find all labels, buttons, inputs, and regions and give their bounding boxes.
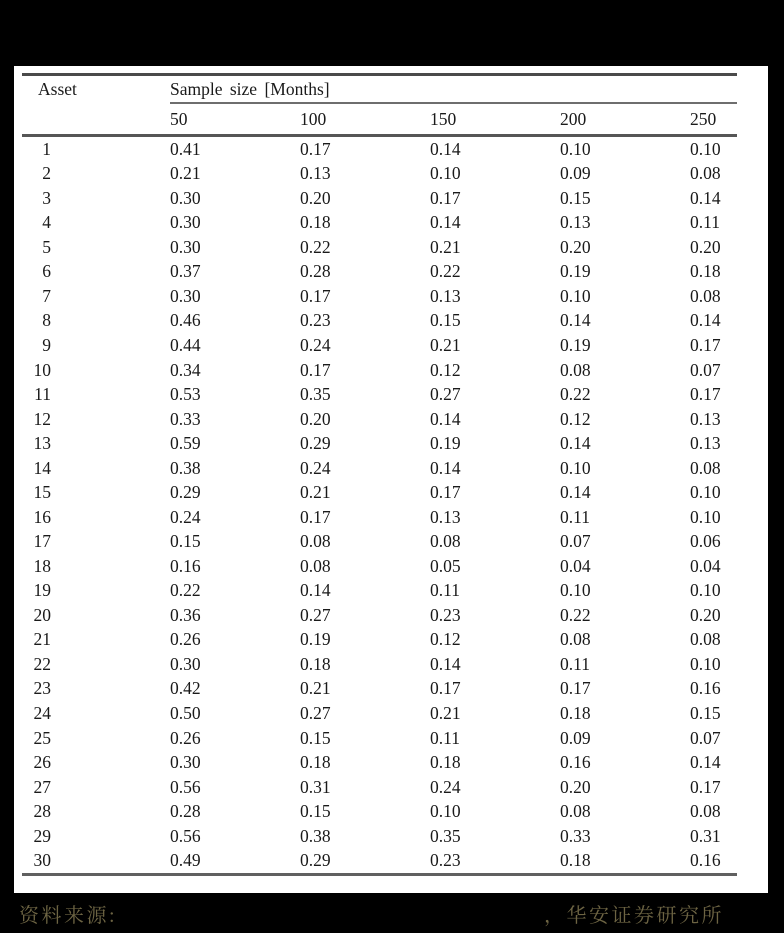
value-cell: 0.10 (560, 457, 591, 478)
value-cell: 0.21 (430, 702, 461, 723)
value-cell: 0.11 (560, 653, 590, 674)
asset-cell: 29 (33, 825, 51, 846)
table-row (22, 652, 737, 677)
value-cell: 0.18 (300, 653, 331, 674)
asset-cell: 12 (33, 408, 51, 429)
value-cell: 0.08 (690, 629, 721, 650)
value-cell: 0.22 (560, 604, 591, 625)
value-cell: 0.08 (560, 629, 591, 650)
col-header-50: 50 (170, 108, 188, 129)
value-cell: 0.07 (690, 359, 721, 380)
asset-cell: 27 (33, 776, 51, 797)
value-cell: 0.18 (300, 212, 331, 233)
value-cell: 0.28 (300, 261, 331, 282)
asset-cell: 20 (33, 604, 51, 625)
table-row (22, 358, 737, 383)
value-cell: 0.31 (300, 776, 331, 797)
value-cell: 0.26 (170, 629, 201, 650)
value-cell: 0.15 (430, 310, 461, 331)
value-cell: 0.30 (170, 653, 201, 674)
value-cell: 0.05 (430, 555, 461, 576)
value-cell: 0.10 (560, 285, 591, 306)
table-row (22, 162, 737, 187)
value-cell: 0.17 (690, 776, 721, 797)
value-cell: 0.10 (690, 653, 721, 674)
value-cell: 0.18 (560, 702, 591, 723)
table-bottom-rule (22, 873, 737, 876)
value-cell: 0.26 (170, 727, 201, 748)
value-cell: 0.22 (170, 580, 201, 601)
value-cell: 0.22 (560, 384, 591, 405)
table-row (22, 554, 737, 579)
value-cell: 0.15 (690, 702, 721, 723)
value-cell: 0.07 (690, 727, 721, 748)
table-row (22, 284, 737, 309)
asset-cell: 23 (33, 678, 51, 699)
asset-cell: 7 (42, 285, 51, 306)
value-cell: 0.41 (170, 138, 201, 159)
value-cell: 0.20 (690, 236, 721, 257)
value-cell: 0.14 (690, 187, 721, 208)
value-cell: 0.13 (560, 212, 591, 233)
value-cell: 0.13 (690, 408, 721, 429)
value-cell: 0.13 (430, 285, 461, 306)
value-cell: 0.20 (690, 604, 721, 625)
value-cell: 0.10 (690, 482, 721, 503)
table-row (22, 603, 737, 628)
source-institution: ，华安证券研究所 (544, 904, 724, 927)
value-cell: 0.14 (690, 752, 721, 773)
asset-cell: 14 (33, 457, 51, 478)
value-cell: 0.49 (170, 850, 201, 871)
col-header-250: 250 (690, 108, 717, 129)
value-cell: 0.04 (560, 555, 591, 576)
value-cell: 0.24 (300, 457, 331, 478)
table-row (22, 579, 737, 604)
value-cell: 0.14 (430, 653, 461, 674)
table-row (22, 186, 737, 211)
value-cell: 0.10 (690, 138, 721, 159)
table-row (22, 677, 737, 702)
value-cell: 0.18 (690, 261, 721, 282)
value-cell: 0.16 (690, 678, 721, 699)
value-cell: 0.30 (170, 236, 201, 257)
value-cell: 0.44 (170, 335, 201, 356)
value-cell: 0.33 (170, 408, 201, 429)
value-cell: 0.29 (300, 433, 331, 454)
value-cell: 0.24 (430, 776, 461, 797)
value-cell: 0.18 (300, 752, 331, 773)
value-cell: 0.15 (560, 187, 591, 208)
value-cell: 0.23 (430, 604, 461, 625)
table-row (22, 333, 737, 358)
col-header-150: 150 (430, 108, 457, 129)
value-cell: 0.11 (690, 212, 720, 233)
value-cell: 0.34 (170, 359, 201, 380)
value-cell: 0.30 (170, 212, 201, 233)
value-cell: 0.17 (300, 506, 331, 527)
table-row (22, 701, 737, 726)
table-row (22, 530, 737, 555)
asset-cell: 2 (42, 163, 51, 184)
value-cell: 0.24 (170, 506, 201, 527)
asset-cell: 26 (33, 752, 51, 773)
value-cell: 0.30 (170, 187, 201, 208)
value-cell: 0.38 (300, 825, 331, 846)
table-row (22, 799, 737, 824)
value-cell: 0.22 (300, 236, 331, 257)
value-cell: 0.10 (690, 506, 721, 527)
value-cell: 0.15 (170, 531, 201, 552)
asset-cell: 1 (42, 138, 51, 159)
value-cell: 0.59 (170, 433, 201, 454)
asset-cell: 24 (33, 702, 51, 723)
value-cell: 0.06 (690, 531, 721, 552)
value-cell: 0.17 (690, 335, 721, 356)
value-cell: 0.04 (690, 555, 721, 576)
value-cell: 0.07 (560, 531, 591, 552)
value-cell: 0.14 (430, 138, 461, 159)
value-cell: 0.36 (170, 604, 201, 625)
table-row (22, 407, 737, 432)
value-cell: 0.08 (300, 531, 331, 552)
value-cell: 0.37 (170, 261, 201, 282)
asset-cell: 17 (33, 531, 51, 552)
value-cell: 0.13 (430, 506, 461, 527)
value-cell: 0.46 (170, 310, 201, 331)
value-cell: 0.10 (560, 138, 591, 159)
value-cell: 0.15 (300, 801, 331, 822)
value-cell: 0.10 (430, 801, 461, 822)
value-cell: 0.30 (170, 285, 201, 306)
source-label: 资料来源: (19, 904, 118, 927)
value-cell: 0.14 (430, 408, 461, 429)
value-cell: 0.53 (170, 384, 201, 405)
table-row (22, 235, 737, 260)
value-cell: 0.17 (430, 678, 461, 699)
value-cell: 0.12 (560, 408, 591, 429)
value-cell: 0.14 (560, 310, 591, 331)
value-cell: 0.20 (300, 187, 331, 208)
value-cell: 0.10 (560, 580, 591, 601)
value-cell: 0.17 (300, 285, 331, 306)
value-cell: 0.09 (560, 727, 591, 748)
value-cell: 0.20 (560, 236, 591, 257)
value-cell: 0.14 (690, 310, 721, 331)
value-cell: 0.15 (300, 727, 331, 748)
value-cell: 0.31 (690, 825, 721, 846)
table-body (22, 137, 737, 873)
value-cell: 0.08 (560, 359, 591, 380)
asset-cell: 25 (33, 727, 51, 748)
value-cell: 0.14 (300, 580, 331, 601)
value-cell: 0.08 (690, 285, 721, 306)
value-cell: 0.21 (300, 482, 331, 503)
value-cell: 0.11 (430, 580, 460, 601)
table-row (22, 824, 737, 849)
asset-cell: 15 (33, 482, 51, 503)
asset-cell: 6 (42, 261, 51, 282)
table-row (22, 775, 737, 800)
table-row (22, 456, 737, 481)
value-cell: 0.17 (300, 138, 331, 159)
value-cell: 0.16 (690, 850, 721, 871)
value-cell: 0.08 (300, 555, 331, 576)
value-cell: 0.21 (170, 163, 201, 184)
value-cell: 0.12 (430, 359, 461, 380)
asset-cell: 8 (42, 310, 51, 331)
value-cell: 0.20 (560, 776, 591, 797)
value-cell: 0.18 (560, 850, 591, 871)
value-cell: 0.17 (690, 384, 721, 405)
value-cell: 0.20 (300, 408, 331, 429)
value-cell: 0.19 (300, 629, 331, 650)
asset-cell: 5 (42, 236, 51, 257)
value-cell: 0.56 (170, 825, 201, 846)
value-cell: 0.11 (430, 727, 460, 748)
value-cell: 0.23 (300, 310, 331, 331)
value-cell: 0.13 (690, 433, 721, 454)
asset-cell: 28 (33, 801, 51, 822)
asset-cell: 9 (42, 335, 51, 356)
value-cell: 0.50 (170, 702, 201, 723)
value-cell: 0.14 (430, 212, 461, 233)
value-cell: 0.19 (430, 433, 461, 454)
value-cell: 0.30 (170, 752, 201, 773)
value-cell: 0.08 (690, 457, 721, 478)
table-row (22, 309, 737, 334)
value-cell: 0.10 (690, 580, 721, 601)
value-cell: 0.16 (560, 752, 591, 773)
table-row (22, 260, 737, 285)
table-row (22, 726, 737, 751)
source-footer (0, 893, 784, 933)
value-cell: 0.16 (170, 555, 201, 576)
asset-sample-size-table (22, 73, 737, 876)
value-cell: 0.11 (560, 506, 590, 527)
value-cell: 0.29 (170, 482, 201, 503)
value-cell: 0.08 (690, 801, 721, 822)
asset-cell: 21 (33, 629, 51, 650)
sample-size-group-header: Sample size [Months] (170, 78, 330, 99)
value-cell: 0.24 (300, 335, 331, 356)
table-row (22, 505, 737, 530)
value-cell: 0.17 (300, 359, 331, 380)
value-cell: 0.27 (430, 384, 461, 405)
value-cell: 0.17 (430, 187, 461, 208)
value-cell: 0.35 (300, 384, 331, 405)
table-row (22, 431, 737, 456)
value-cell: 0.35 (430, 825, 461, 846)
value-cell: 0.33 (560, 825, 591, 846)
value-cell: 0.38 (170, 457, 201, 478)
asset-cell: 22 (33, 653, 51, 674)
table-row (22, 848, 737, 873)
table-row (22, 211, 737, 236)
value-cell: 0.19 (560, 261, 591, 282)
value-cell: 0.08 (560, 801, 591, 822)
value-cell: 0.22 (430, 261, 461, 282)
value-cell: 0.21 (430, 335, 461, 356)
asset-cell: 10 (33, 359, 51, 380)
value-cell: 0.29 (300, 850, 331, 871)
asset-cell: 3 (42, 187, 51, 208)
value-cell: 0.21 (430, 236, 461, 257)
value-cell: 0.08 (690, 163, 721, 184)
value-cell: 0.19 (560, 335, 591, 356)
value-cell: 0.14 (560, 482, 591, 503)
table-row (22, 382, 737, 407)
value-cell: 0.27 (300, 604, 331, 625)
asset-cell: 11 (34, 384, 51, 405)
value-cell: 0.17 (430, 482, 461, 503)
table-header-row-2 (22, 104, 737, 134)
value-cell: 0.21 (300, 678, 331, 699)
value-cell: 0.23 (430, 850, 461, 871)
col-header-100: 100 (300, 108, 327, 129)
value-cell: 0.27 (300, 702, 331, 723)
value-cell: 0.09 (560, 163, 591, 184)
asset-cell: 4 (42, 212, 51, 233)
col-header-200: 200 (560, 108, 587, 129)
table-row (22, 480, 737, 505)
value-cell: 0.18 (430, 752, 461, 773)
value-cell: 0.12 (430, 629, 461, 650)
asset-column-header: Asset (38, 78, 77, 99)
table-row (22, 137, 737, 162)
asset-cell: 30 (33, 850, 51, 871)
value-cell: 0.10 (430, 163, 461, 184)
asset-cell: 19 (33, 580, 51, 601)
table-row (22, 750, 737, 775)
value-cell: 0.14 (560, 433, 591, 454)
value-cell: 0.08 (430, 531, 461, 552)
asset-cell: 13 (33, 433, 51, 454)
table-row (22, 628, 737, 653)
value-cell: 0.42 (170, 678, 201, 699)
value-cell: 0.14 (430, 457, 461, 478)
value-cell: 0.17 (560, 678, 591, 699)
asset-cell: 16 (33, 506, 51, 527)
asset-cell: 18 (33, 555, 51, 576)
value-cell: 0.13 (300, 163, 331, 184)
value-cell: 0.28 (170, 801, 201, 822)
value-cell: 0.56 (170, 776, 201, 797)
table-header-row-1 (22, 76, 737, 102)
